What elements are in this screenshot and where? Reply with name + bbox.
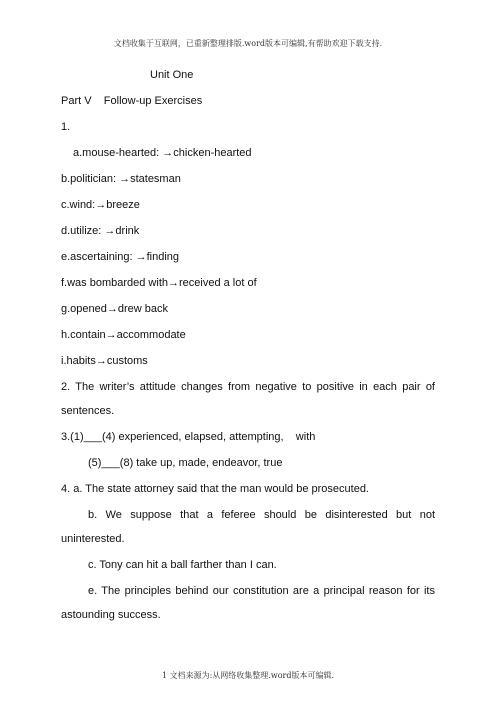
q1-item-e: e.ascertaining: →finding [61, 251, 180, 263]
unit-title: Unit One [150, 69, 194, 81]
q1-item-f: f.was bombarded with→received a lot of [61, 277, 257, 289]
q1-item-h: h.contain→accommodate [61, 329, 186, 341]
question-1-number: 1. [61, 121, 71, 133]
q1-item-i: i.habits→customs [61, 355, 148, 367]
q1-item-g: g.opened→drew back [61, 303, 169, 315]
q1-item-b: b.politician: →statesman [61, 173, 181, 185]
q1-item-a: a.mouse-hearted: →chicken-hearted [73, 147, 252, 159]
question-3-line-1: 3.(1)___(4) experienced, elapsed, attempting, with [61, 431, 316, 443]
page-footer: 1 文档来源为:从网络收集整理.word版本可编辑. [161, 671, 335, 680]
question-4-item-b-line-1: b. We suppose that a feferee should be disinterested but not [88, 509, 435, 521]
page-header: 文档收集于互联网，已重新整理排版.word版本可编辑,有帮助欢迎下载支持. [113, 39, 383, 48]
question-4-item-b-line-2: uninterested. [61, 533, 125, 545]
question-3-line-2: (5)___(8) take up, made, endeavor, true [88, 457, 283, 469]
question-4-item-c: c. Tony can hit a ball farther than I can. [88, 559, 277, 571]
q1-item-d: d.utilize: →drink [61, 225, 140, 237]
question-2-line-2: sentences. [61, 405, 115, 417]
question-4-item-e-line-1: e. The principles behind our constitution are a principal reason for its [88, 585, 435, 597]
question-4-item-a: 4. a. The state attorney said that the man would be prosecuted. [61, 483, 369, 495]
question-2-line-1: 2. The writer’s attitude changes from negative to positive in each pair of [61, 381, 435, 393]
question-4-item-e-line-2: astounding success. [61, 609, 161, 621]
part-heading: Part V Follow-up Exercises [61, 95, 203, 107]
q1-item-c: c.wind:→breeze [61, 199, 140, 211]
